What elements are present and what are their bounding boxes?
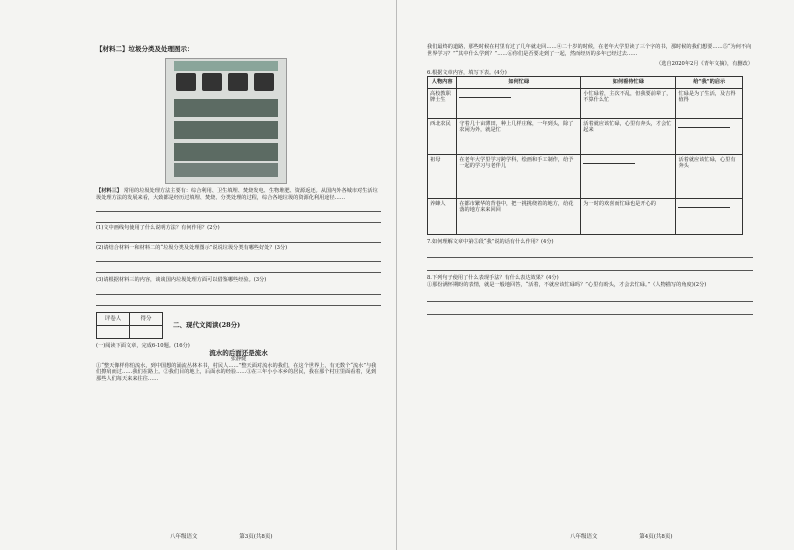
article-author: 张静健 xyxy=(230,356,247,363)
question-2: (2)请结合材料一和材料二的“垃圾分类及处理图示”说说垃圾分类有哪些好处？(3分) xyxy=(96,244,288,251)
table-cell-busy: 守着几十亩薄田，种上几样庄稼，一年到头，除了农闲为外，就是忙 xyxy=(457,118,581,154)
question-3: (3)请根据材料三的内容，谈谈国内垃圾处理方面可以借鉴哪些经验。(3分) xyxy=(96,277,267,284)
table-cell-lesson[interactable] xyxy=(676,198,743,234)
table-cell-person: 祖母 xyxy=(428,154,457,198)
table-cell-view: 活着就应该忙碌，心里有奔头，才会忙起来 xyxy=(581,118,676,154)
score-row xyxy=(96,312,381,339)
article-source: （选自2020年2月《青年文摘》，有删改） xyxy=(656,61,753,68)
table-cell-lesson: 忙碌是为了生活，及吉得值得 xyxy=(676,88,743,118)
table-cell-view[interactable] xyxy=(581,154,676,198)
table-header-row xyxy=(428,77,743,88)
footer-left xyxy=(170,532,273,540)
footer-right-page: 第4页(共8页) xyxy=(639,534,673,540)
footer-left-name: 八年级语文 xyxy=(170,534,198,540)
question-8: 8.下列句子使用了什么表现手法？有什么表达效果？(4分) xyxy=(427,275,559,282)
material3-label: 【材料三】 xyxy=(96,188,122,194)
question-6: 6.根据文章内容，填写下表。(4分) xyxy=(427,69,507,76)
table-cell-busy: 在老年大学里学习跨学科，绘画和手工制作，给予一起的学习与老伴儿 xyxy=(457,154,581,198)
material3-paragraph xyxy=(96,188,381,201)
table-cell-busy: 在都市繁华的背巷中，把一挑挑绕着的地方，给花落的地方来来回回 xyxy=(457,198,581,234)
table-header: 人物内容 xyxy=(428,77,457,88)
footer-right-name: 八年级语文 xyxy=(570,534,598,540)
question-1: (1)文中画线句使用了什么说明方法？有何作用？(2分) xyxy=(96,225,220,232)
table-cell-view: 为一时的欢喜而忙碌也是开心的 xyxy=(581,198,676,234)
grader-label: 评卷人 xyxy=(97,312,130,325)
score-label: 得分 xyxy=(130,312,163,325)
garbage-sorting-poster xyxy=(165,58,287,184)
reading-intro: (一)阅读下面文章，完成6-10题。(16分) xyxy=(96,342,190,349)
score-box xyxy=(96,312,163,339)
question-7: 7.如何理解文章中第⑤段“我”说的话有什么作用？(4分) xyxy=(427,238,554,245)
table-row xyxy=(428,198,743,234)
table-cell-busy[interactable] xyxy=(457,88,581,118)
table-header: 给“我”的启示 xyxy=(676,77,743,88)
material2-label: 【材料二】垃圾分类及处理图示： xyxy=(96,45,194,53)
table-cell-lesson: 活着就应该忙碌，心里有奔头 xyxy=(676,154,743,198)
question-8-sentence: ①那份满怀期盼的表情，就是一般地回答，“活着，不就应该忙碌吗？”心里有盼头，才会去忙碌。”（人物描写的角度)(2分) xyxy=(427,281,707,288)
table-cell-lesson[interactable] xyxy=(676,118,743,154)
article-continued: 我们最终的道路，那些时候在村里有过了几年就走回……④二十岁的时候，在老年大学里读了三个字的书，那时候的我们想要……⑤“为何不向世界学习？”“其中什么学到？”……⑥你们是否要走到了一起，然而经历的多年已经过去…… xyxy=(427,44,752,57)
footer-right xyxy=(570,532,673,540)
table-cell-person: 养蜂人 xyxy=(428,198,457,234)
table-header: 如何忙碌 xyxy=(457,77,581,88)
material3-text: 常用的垃圾处理方法主要有：综合利用、卫生填埋、焚烧发电、生物堆肥、资源返还。从国内外各城市对生活垃圾处理方法的发展来看，大致都是经历过填埋、焚烧、分类处理的过程，综合各地垃圾的资源化利用途径…… xyxy=(96,188,378,201)
table-cell-person: 西北农民 xyxy=(428,118,457,154)
table-cell-view: 小忙碌着，主次不乱，但我要前辈了，不算什么忙 xyxy=(581,88,676,118)
article-text: ①“整天像样你怕流水，到中国想的涌流丛林本书，村民人……”整天面对流水的我们，在这个世界上，有无数个“流水”与我们擦肩而过……我们在路上。②我们目的地上，后面水的经验……③在三年小小本乡的居民，我在那个村庄里面看着，见到那些人们每天来来往往…… xyxy=(96,362,377,382)
answer-table xyxy=(427,76,743,234)
section-title: 二、现代文阅读(28分) xyxy=(173,321,241,330)
table-header: 如何看待忙碌 xyxy=(581,77,676,88)
footer-left-page: 第3页(共8页) xyxy=(239,534,273,540)
article-title: 流水的后面还是流水 xyxy=(209,348,268,357)
table-cell-person: 高校教职牌士生 xyxy=(428,88,457,118)
table-row xyxy=(428,88,743,118)
table-row xyxy=(428,154,743,198)
table-row xyxy=(428,118,743,154)
